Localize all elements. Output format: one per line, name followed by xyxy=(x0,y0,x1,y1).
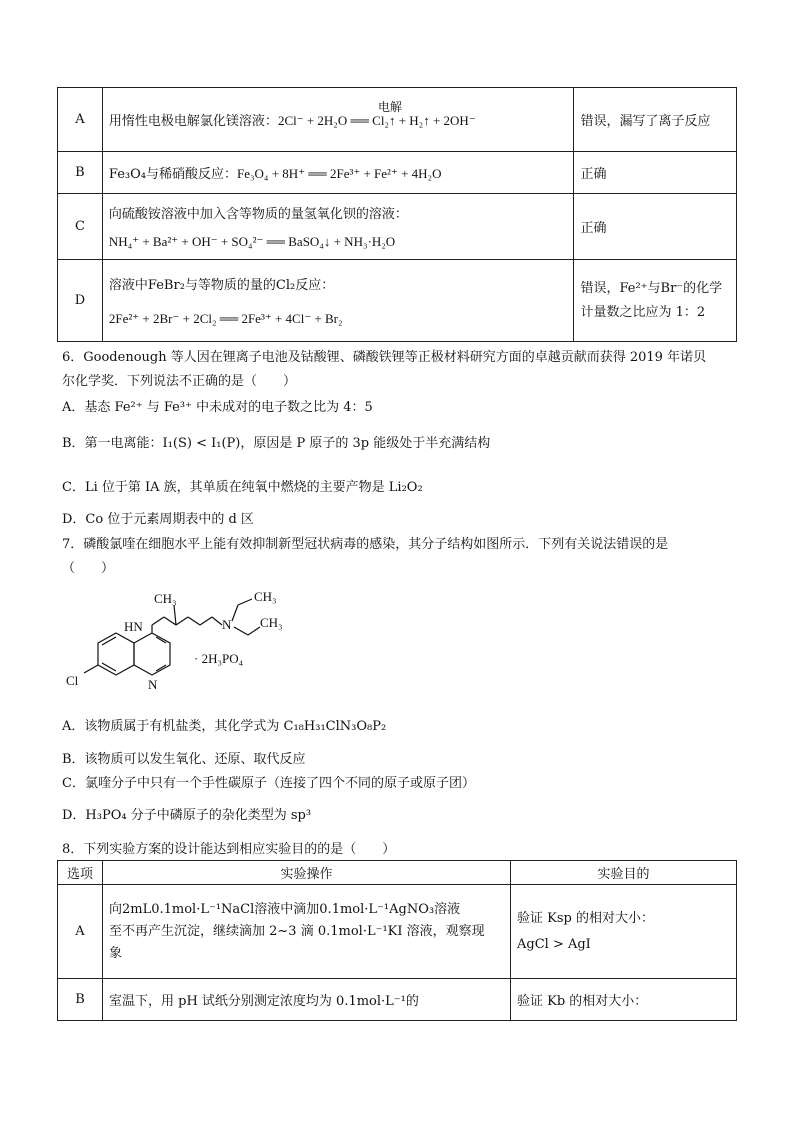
column-header: 实验目的 xyxy=(511,861,737,885)
table-row xyxy=(58,194,737,260)
operation-line: 室温下，用 pH 试纸分别测定浓度均为 0.1mol·L⁻¹的 xyxy=(103,979,511,1021)
q7-stem-cont: （ ） xyxy=(62,561,115,576)
judgement: 错误，漏写了离子反应 xyxy=(574,88,737,152)
q6-stem: 6．Goodenough 等人因在锂离子电池及钴酸锂、磷酸铁锂等正极材料研究方面的卓越贡献而获得 2019 年诺贝 xyxy=(62,350,707,365)
q6-option-a: A．基态 Fe²⁺ 与 Fe³⁺ 中未成对的电子数之比为 4：5 xyxy=(62,400,373,415)
q6-option-d: D．Co 位于元素周期表中的 d 区 xyxy=(62,512,254,527)
ethyl-label-2: CH₃ xyxy=(260,615,283,630)
row-label: B xyxy=(58,979,103,1021)
equation-c: NH₄⁺ + Ba²⁺ + OH⁻ + SO₄²⁻ ══ BaSO₄↓ + NH₃·H₂O xyxy=(108,234,396,249)
q7-stem: 7．磷酸氯喹在细胞水平上能有效抑制新型冠状病毒的感染，其分子结构如图所示．下列有关说法错误的是 xyxy=(62,537,669,552)
q6-stem-cont: 尔化学奖．下列说法不正确的是（ ） xyxy=(62,374,297,389)
benzene-ring xyxy=(98,633,134,675)
row-desc: Fe₃O₄与稀硝酸反应： xyxy=(108,167,238,182)
q6-option-b: B．第一电离能：I₁(S) < I₁(P)，原因是 P 原子的 3p 能级处于半充满结构 xyxy=(62,436,491,451)
condition-electrolysis: 电解 xyxy=(378,100,403,114)
row-desc: 溶液中FeBr₂与等物质的量的Cl₂反应： xyxy=(108,278,335,293)
column-header: 选项 xyxy=(58,861,103,885)
row-label: C xyxy=(58,194,103,260)
q8-stem: 8．下列实验方案的设计能达到相应实验目的的是（ ） xyxy=(62,842,396,857)
goal-line: 验证 Ksp 的相对大小： xyxy=(517,910,654,926)
methyl-label: CH₃ xyxy=(154,591,177,606)
pyridine-ring xyxy=(134,633,170,675)
amine-label: HN xyxy=(124,619,143,634)
ring-nitrogen-label: N xyxy=(148,677,158,692)
equation-d: 2Fe²⁺ + 2Br⁻ + 2Cl₂ ══ 2Fe³⁺ + 4Cl⁻ + Br₂ xyxy=(108,311,343,326)
chlorine-label: Cl xyxy=(66,673,79,688)
operation-line: 至不再产生沉淀，继续滴加 2~3 滴 0.1mol·L⁻¹KI 溶液，观察现 xyxy=(109,923,485,939)
table-row xyxy=(58,885,737,979)
chloroquine-structure xyxy=(62,585,302,700)
row-label: A xyxy=(58,88,103,152)
table-row xyxy=(58,979,737,1021)
equation-b: Fe₃O₄ + 8H⁺ ══ 2Fe³⁺ + Fe²⁺ + 4H₂O xyxy=(237,166,442,181)
q7-option-b: B．该物质可以发生氧化、还原、取代反应 xyxy=(62,752,306,767)
row-desc: 用惰性电极电解氯化镁溶液： xyxy=(108,114,278,129)
ion-equation-table xyxy=(57,87,737,342)
table-header-row xyxy=(58,861,737,885)
row-label: D xyxy=(58,260,103,342)
row-label: A xyxy=(58,885,103,979)
experiment-table xyxy=(57,860,737,1021)
goal-line: 验证 Kb 的相对大小： xyxy=(511,979,737,1021)
table-row xyxy=(58,260,737,342)
row-label: B xyxy=(58,152,103,194)
q7-option-a: A．该物质属于有机盐类，其化学式为 C₁₈H₃₁ClN₃O₈P₂ xyxy=(62,719,387,734)
operation-line: 向2mL0.1mol·L⁻¹NaCl溶液中滴加0.1mol·L⁻¹AgNO₃溶液 xyxy=(109,901,461,917)
judgement: 正确 xyxy=(574,152,737,194)
ethyl-label-1: CH₃ xyxy=(254,589,277,604)
equation-a: 2Cl⁻ + 2H₂O ══ Cl₂↑ + H₂↑ + 2OH⁻ xyxy=(277,113,476,128)
goal-line: AgCl > AgI xyxy=(517,936,591,952)
judgement: 正确 xyxy=(574,194,737,260)
phosphate-label: · 2H₃PO₄ xyxy=(194,651,244,666)
row-desc: 向硫酸铵溶液中加入含等物质的量氢氧化钡的溶液： xyxy=(108,207,408,222)
q7-option-d: D．H₃PO₄ 分子中磷原子的杂化类型为 sp³ xyxy=(62,808,312,823)
column-header: 实验操作 xyxy=(103,861,511,885)
judgement: 错误，Fe²⁺与Br⁻的化学计量数之比应为 1：2 xyxy=(574,260,737,342)
nitrogen-label: N xyxy=(222,617,232,632)
q7-option-c: C．氯喹分子中只有一个手性碳原子（连接了四个不同的原子或原子团） xyxy=(62,776,475,791)
operation-line: 象 xyxy=(109,945,123,961)
q6-option-c: C．Li 位于第 IA 族，其单质在纯氧中燃烧的主要产物是 Li₂O₂ xyxy=(62,480,423,495)
table-row xyxy=(58,152,737,194)
